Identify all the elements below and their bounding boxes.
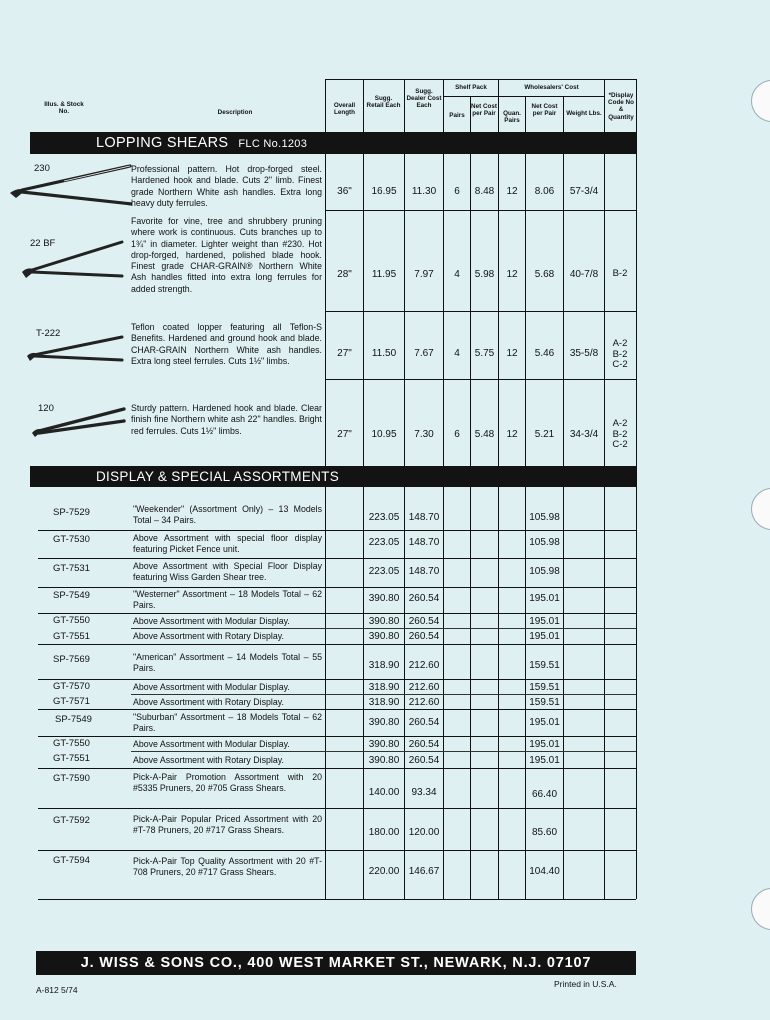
assortment-wholesale-net: 195.01 xyxy=(529,631,560,642)
lopper-230-illustration xyxy=(4,160,132,208)
assortment-retail: 318.90 xyxy=(368,660,400,671)
lopper-pairs: 4 xyxy=(454,269,460,280)
lopper-wholesale-net: 8.06 xyxy=(534,186,555,197)
assortment-dealer: 212.60 xyxy=(408,697,440,708)
assortment-description: Above Assortment with special floor display featuring Picket Fence unit. xyxy=(133,533,322,554)
lopper-display-code: B-2 xyxy=(612,268,628,279)
assortment-description: Pick-A-Pair Popular Priced Assortment with 20 #T-78 Pruners, 20 #717 Grass Shears. xyxy=(133,814,322,835)
assortment-stock-number: GT-7590 xyxy=(53,773,90,784)
assortment-stock-number: SP-7569 xyxy=(53,654,90,665)
lopper-dealer: 7.30 xyxy=(414,429,434,440)
section-title-lopping: LOPPING SHEARS FLC No.1203 xyxy=(96,135,308,151)
assortment-dealer: 260.54 xyxy=(408,616,440,627)
assortment-dealer: 148.70 xyxy=(408,566,440,577)
lopper-stock-number: 230 xyxy=(34,163,50,174)
assortment-stock-number: GT-7531 xyxy=(53,563,90,574)
assortment-retail: 318.90 xyxy=(368,697,400,708)
assortment-wholesale-net: 104.40 xyxy=(529,866,560,877)
lopper-retail: 11.95 xyxy=(371,269,397,280)
header-shelf-pack: Shelf Pack xyxy=(455,84,487,91)
lopper-quan: 12 xyxy=(506,269,518,280)
lopper-wholesale-net: 5.46 xyxy=(534,348,555,359)
lopper-pairs: 6 xyxy=(454,429,460,440)
lopper-display-code: A-2 B-2 C-2 xyxy=(612,338,628,370)
assortment-wholesale-net: 195.01 xyxy=(529,593,560,604)
assortment-description: Pick-A-Pair Top Quality Assortment with 20 #T-708 Pruners, 20 #717 Grass Shears. xyxy=(133,856,322,877)
header-quan: Quan. Pairs xyxy=(503,110,521,125)
assortment-description: "American" Assortment – 14 Models Total – 55 Pairs. xyxy=(133,652,322,673)
lopper-weight: 40-7/8 xyxy=(569,269,599,280)
assortment-retail: 223.05 xyxy=(368,566,400,577)
header-weight: Weight Lbs. xyxy=(566,110,602,117)
assortment-stock-number: SP-7549 xyxy=(53,590,90,601)
section-title-display: DISPLAY & SPECIAL ASSORTMENTS xyxy=(96,469,340,484)
assortment-description: Above Assortment with Rotary Display. xyxy=(133,755,284,765)
lopper-quan: 12 xyxy=(506,429,518,440)
lopper-quan: 12 xyxy=(506,186,518,197)
section-band-display-assortments xyxy=(30,466,636,487)
lopper-pairs: 4 xyxy=(454,348,460,359)
header-display-code: *Display Code No & Quantity xyxy=(608,92,634,121)
lopper-net-cost: 5.98 xyxy=(474,269,495,280)
assortment-dealer: 260.54 xyxy=(408,631,440,642)
section-band-lopping-shears xyxy=(30,132,636,154)
assortment-description: Above Assortment with Rotary Display. xyxy=(133,631,284,641)
assortment-description: Above Assortment with Special Floor Display featuring Wiss Garden Shear tree. xyxy=(133,561,322,582)
assortment-description: Above Assortment with Rotary Display. xyxy=(133,697,284,707)
lopper-weight: 57-3/4 xyxy=(569,186,599,197)
lopper-description: Teflon coated lopper featuring all Teflon-S Benefits. Hardened and ground hook and blade. CHAR-GRAIN Northern White ash handles. Extra long steel ferrules. Cuts 1½" limbs. xyxy=(131,322,322,366)
assortment-dealer: 148.70 xyxy=(408,537,440,548)
assortment-stock-number: SP-7549 xyxy=(55,714,92,725)
assortment-dealer: 146.67 xyxy=(408,866,440,877)
header-wholesalers: Wholesalers' Cost xyxy=(524,84,579,91)
lopper-retail: 11.50 xyxy=(371,348,397,359)
assortment-stock-number: GT-7551 xyxy=(53,631,90,642)
assortment-wholesale-net: 195.01 xyxy=(529,717,560,728)
lopper-length: 36" xyxy=(337,186,352,197)
assortment-retail: 318.90 xyxy=(368,682,400,693)
form-number: A-812 5/74 xyxy=(36,985,78,995)
header-description: Description xyxy=(217,109,253,116)
binder-hole xyxy=(751,80,770,122)
header-net-cost: Net Cost per Pair xyxy=(471,103,497,118)
assortment-stock-number: GT-7592 xyxy=(53,815,90,826)
assortment-wholesale-net: 195.01 xyxy=(529,739,560,750)
assortment-retail: 390.80 xyxy=(368,755,400,766)
assortment-wholesale-net: 105.98 xyxy=(529,537,560,548)
lopper-net-cost: 8.48 xyxy=(474,186,495,197)
header-length: Overall Length xyxy=(333,102,356,117)
assortment-description: "Westerner" Assortment – 18 Models Total – 62 Pairs. xyxy=(133,589,322,610)
lopper-length: 28" xyxy=(337,269,352,280)
printed-in: Printed in U.S.A. xyxy=(554,979,617,989)
assortment-retail: 220.00 xyxy=(368,866,400,877)
assortment-description: "Suburban" Assortment – 18 Models Total – 62 Pairs. xyxy=(133,712,322,733)
lopper-net-cost: 5.48 xyxy=(474,429,495,440)
assortment-stock-number: GT-7550 xyxy=(53,615,90,626)
assortment-wholesale-net: 195.01 xyxy=(529,616,560,627)
lopper-stock-number: 120 xyxy=(38,403,54,414)
assortment-stock-number: GT-7571 xyxy=(53,696,90,707)
assortment-dealer: 120.00 xyxy=(408,827,440,838)
lopper-retail: 10.95 xyxy=(371,429,397,440)
assortment-description: Above Assortment with Modular Display. xyxy=(133,682,290,692)
lopper-dealer: 7.97 xyxy=(414,269,434,280)
assortment-wholesale-net: 159.51 xyxy=(529,660,560,671)
assortment-wholesale-net: 159.51 xyxy=(529,682,560,693)
lopper-retail: 16.95 xyxy=(371,186,397,197)
lopper-net-cost: 5.75 xyxy=(474,348,495,359)
assortment-wholesale-net: 195.01 xyxy=(529,755,560,766)
assortment-dealer: 260.54 xyxy=(408,593,440,604)
lopper-description: Favorite for vine, tree and shrubbery pruning where work is continuous. Cuts branches up to 1¾" in diameter. Lighter weight than #230. Hot drop-forged, hardened, polished blade hook. Finest grade CHAR-GRAIN® Northern White Ash handles fitted into extra long ferrules for added strength. xyxy=(131,216,322,294)
assortment-retail: 390.80 xyxy=(368,739,400,750)
assortment-stock-number: GT-7570 xyxy=(53,681,90,692)
assortment-dealer: 260.54 xyxy=(408,755,440,766)
assortment-description: "Weekender" (Assortment Only) – 13 Models Total – 34 Pairs. xyxy=(133,504,322,525)
assortment-wholesale-net: 105.98 xyxy=(529,512,560,523)
assortment-retail: 223.05 xyxy=(368,512,400,523)
assortment-stock-number: GT-7594 xyxy=(53,855,90,866)
lopper-stock-number: T-222 xyxy=(36,328,61,339)
header-retail: Sugg. Retail Each xyxy=(366,95,401,110)
lopper-description: Sturdy pattern. Hardened hook and blade. Clear finish fine Northern white ash 22" handles. Bright red ferrules. Cuts 1½" limbs. xyxy=(131,403,322,436)
assortment-retail: 390.80 xyxy=(368,717,400,728)
lopper-wholesale-net: 5.68 xyxy=(534,269,555,280)
assortment-stock-number: GT-7550 xyxy=(53,738,90,749)
header-stock: Illus. & Stock No. xyxy=(44,101,84,116)
lopper-stock-number: 22 BF xyxy=(30,238,56,249)
lopper-weight: 34-3/4 xyxy=(569,429,599,440)
lopper-length: 27" xyxy=(337,429,352,440)
header-wholesale-net-cost: Net Cost per Pair xyxy=(531,103,558,118)
binder-hole xyxy=(751,488,770,530)
assortment-description: Above Assortment with Modular Display. xyxy=(133,739,290,749)
assortment-wholesale-net: 66.40 xyxy=(531,789,558,800)
assortment-wholesale-net: 159.51 xyxy=(529,697,560,708)
lopper-wholesale-net: 5.21 xyxy=(534,429,555,440)
company-footer-band: J. WISS & SONS CO., 400 WEST MARKET ST., NEWARK, N.J. 07107 xyxy=(36,951,636,975)
assortment-retail: 390.80 xyxy=(368,631,400,642)
binder-hole xyxy=(751,888,770,930)
header-dealer: Sugg. Dealer Cost Each xyxy=(406,88,442,110)
assortment-dealer: 212.60 xyxy=(408,682,440,693)
lopper-dealer: 11.30 xyxy=(411,186,437,197)
assortment-dealer: 212.60 xyxy=(408,660,440,671)
assortment-description: Pick-A-Pair Promotion Assortment with 20 #5335 Pruners, 20 #705 Grass Shears. xyxy=(133,772,322,793)
header-pairs: Pairs xyxy=(449,112,465,119)
lopper-length: 27" xyxy=(337,348,352,359)
assortment-dealer: 148.70 xyxy=(408,512,440,523)
assortment-dealer: 260.54 xyxy=(408,717,440,728)
assortment-dealer: 260.54 xyxy=(408,739,440,750)
assortment-description: Above Assortment with Modular Display. xyxy=(133,616,290,626)
assortment-wholesale-net: 105.98 xyxy=(529,566,560,577)
assortment-retail: 390.80 xyxy=(368,616,400,627)
assortment-dealer: 93.34 xyxy=(411,787,437,798)
lopper-display-code: A-2 B-2 C-2 xyxy=(612,418,628,450)
assortment-stock-number: SP-7529 xyxy=(53,507,90,518)
lopper-description: Professional pattern. Hot drop-forged steel. Hardened hook and blade. Cuts 2" limb. Finest grade Northern White ash handles. Extra long heavy duty ferrules. xyxy=(131,164,322,208)
lopper-dealer: 7.67 xyxy=(414,348,434,359)
lopper-quan: 12 xyxy=(506,348,518,359)
assortment-stock-number: GT-7551 xyxy=(53,753,90,764)
lopper-weight: 35-5/8 xyxy=(569,348,599,359)
lopper-pairs: 6 xyxy=(454,186,460,197)
assortment-stock-number: GT-7530 xyxy=(53,534,90,545)
assortment-retail: 223.05 xyxy=(368,537,400,548)
assortment-wholesale-net: 85.60 xyxy=(531,827,558,838)
assortment-retail: 140.00 xyxy=(368,787,400,798)
assortment-retail: 180.00 xyxy=(368,827,400,838)
assortment-retail: 390.80 xyxy=(368,593,400,604)
